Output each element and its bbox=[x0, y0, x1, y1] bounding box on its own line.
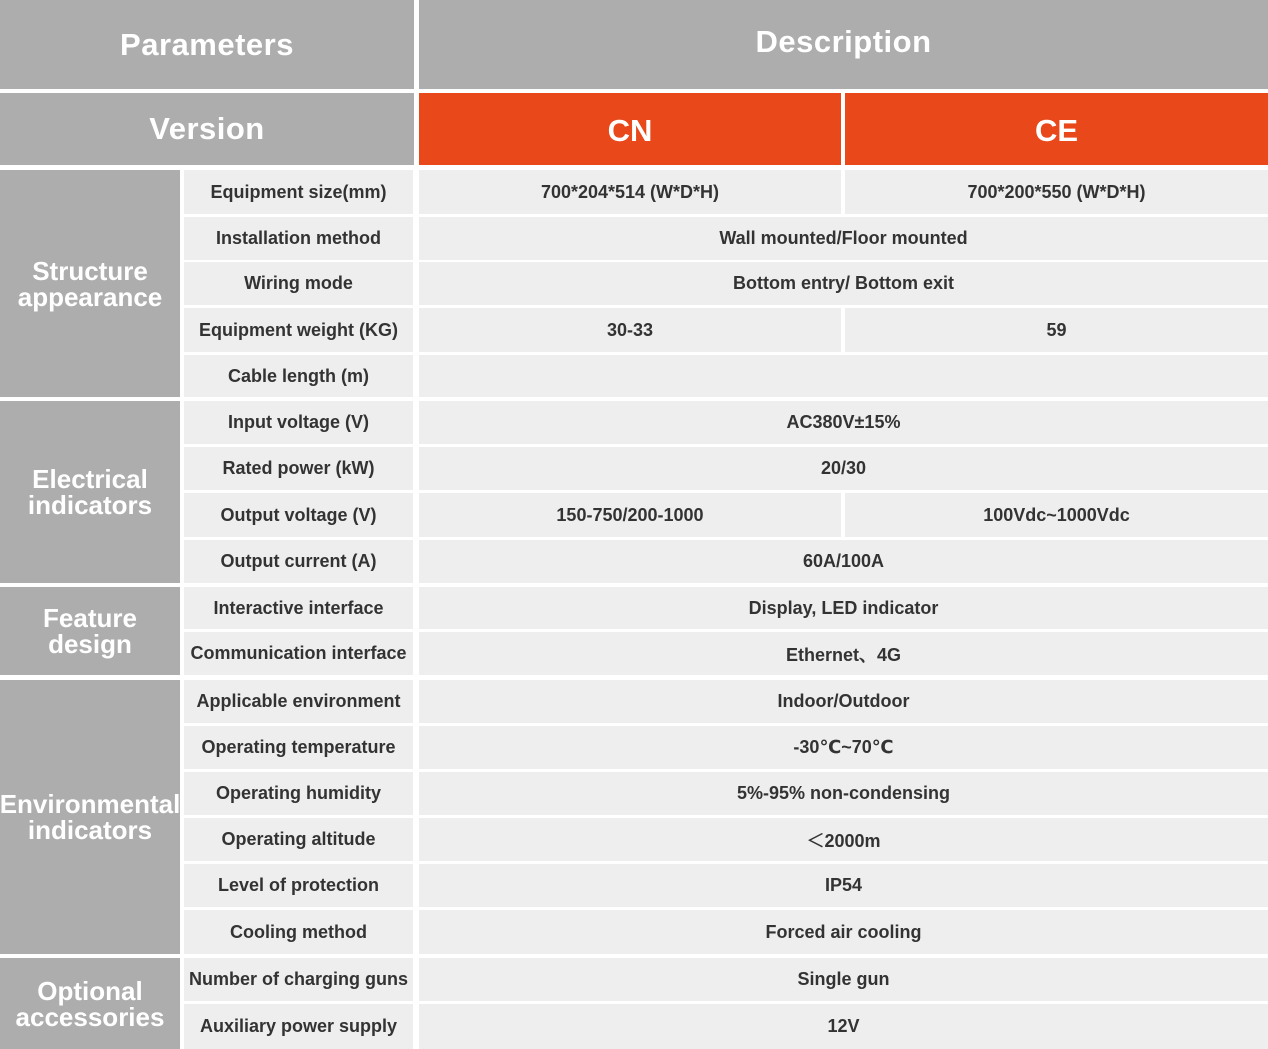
param-label: Output voltage (V) bbox=[184, 493, 413, 537]
version-header: Version bbox=[0, 93, 414, 165]
row-value: Bottom entry/ Bottom exit bbox=[419, 262, 1268, 305]
param-label: Wiring mode bbox=[184, 262, 413, 305]
ce-value: 700*200*550 (W*D*H) bbox=[845, 170, 1268, 214]
group-label-line2: design bbox=[48, 629, 132, 659]
param-label: Level of protection bbox=[184, 864, 413, 907]
param-label: Communication interface bbox=[184, 632, 413, 675]
parameters-header: Parameters bbox=[0, 0, 414, 89]
param-label: Interactive interface bbox=[184, 587, 413, 629]
cn-header: CN bbox=[419, 93, 841, 165]
ce-header: CE bbox=[845, 93, 1268, 165]
group-environmental-indicators bbox=[0, 680, 180, 954]
group-label-line2: accessories bbox=[15, 1001, 165, 1032]
param-label: Installation method bbox=[184, 217, 413, 260]
ce-value: 100Vdc~1000Vdc bbox=[845, 493, 1268, 537]
row-value: 12V bbox=[419, 1004, 1268, 1049]
row-value: -30℃~70℃ bbox=[419, 726, 1268, 769]
group-optional-accessories bbox=[0, 958, 180, 1049]
param-label: Equipment size(mm) bbox=[184, 170, 413, 214]
row-value: 20/30 bbox=[419, 447, 1268, 490]
group-label-line1: Electrical bbox=[32, 464, 148, 494]
description-header: Description bbox=[419, 0, 1268, 89]
row-value: Wall mounted/Floor mounted bbox=[419, 217, 1268, 260]
param-label: Rated power (kW) bbox=[184, 447, 413, 490]
param-label: Cooling method bbox=[184, 910, 413, 954]
param-label: Auxiliary power supply bbox=[184, 1004, 413, 1049]
row-value: ＜2000m bbox=[419, 818, 1268, 861]
param-label: Equipment weight (KG) bbox=[184, 308, 413, 352]
group-label-line1: Environmental bbox=[0, 789, 181, 819]
param-label: Number of charging guns bbox=[184, 958, 413, 1001]
cn-value: 700*204*514 (W*D*H) bbox=[419, 170, 841, 214]
row-value: Ethernet、4G bbox=[419, 632, 1268, 675]
group-feature-design bbox=[0, 587, 180, 675]
row-value: Display, LED indicator bbox=[419, 587, 1268, 629]
param-label: Operating humidity bbox=[184, 772, 413, 815]
row-value: 60A/100A bbox=[419, 540, 1268, 583]
ce-value: 59 bbox=[845, 308, 1268, 352]
group-label-line2: indicators bbox=[27, 490, 153, 520]
param-label: Input voltage (V) bbox=[184, 401, 413, 444]
row-value: Forced air cooling bbox=[419, 910, 1268, 954]
param-label: Operating temperature bbox=[184, 726, 413, 769]
group-label-line1: Structure bbox=[32, 255, 148, 286]
param-label: Applicable environment bbox=[184, 680, 413, 723]
group-label-line1: Optional bbox=[37, 975, 143, 1006]
param-label: Cable length (m) bbox=[184, 355, 413, 397]
group-label-line2: indicators bbox=[27, 815, 153, 845]
row-value: Single gun bbox=[419, 958, 1268, 1001]
row-value bbox=[419, 355, 1268, 397]
cn-value: 150-750/200-1000 bbox=[419, 493, 841, 537]
group-electrical-indicators bbox=[0, 401, 180, 583]
param-label: Output current (A) bbox=[184, 540, 413, 583]
group-label-line2: appearance bbox=[17, 281, 163, 312]
group-label-line1: Feature bbox=[43, 603, 137, 633]
param-label: Operating altitude bbox=[184, 818, 413, 861]
group-structure-appearance bbox=[0, 170, 180, 397]
cn-value: 30-33 bbox=[419, 308, 841, 352]
row-value: IP54 bbox=[419, 864, 1268, 907]
row-value: 5%-95% non-condensing bbox=[419, 772, 1268, 815]
row-value: AC380V±15% bbox=[419, 401, 1268, 444]
row-value: Indoor/Outdoor bbox=[419, 680, 1268, 723]
